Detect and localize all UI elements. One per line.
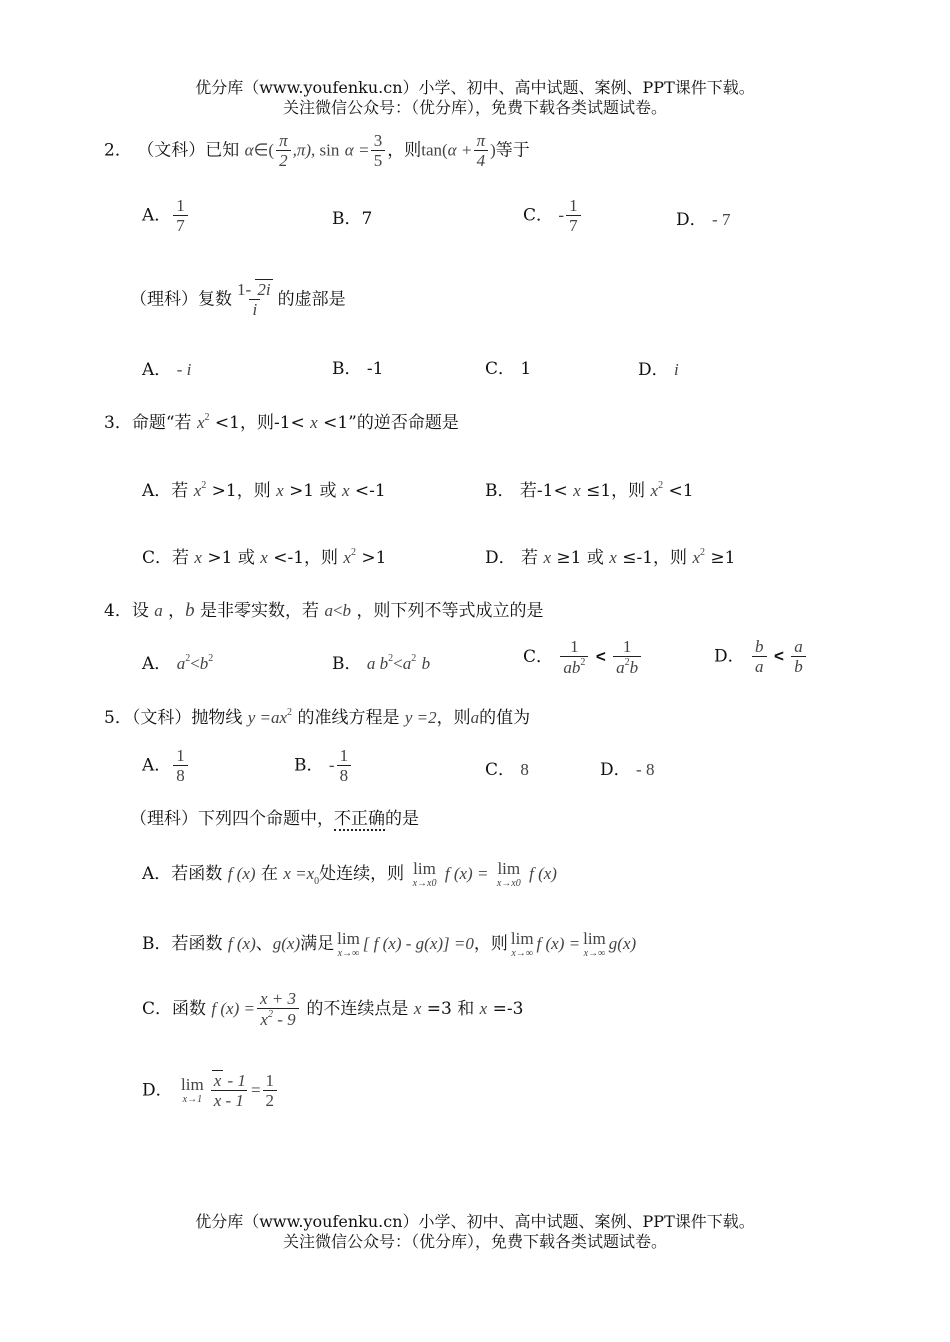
q3-stem: 3．命题“若 $x^2 <1$，则-1< x <1”的逆否命题是 <box>104 412 459 433</box>
q2-alpha-2: α <box>344 140 354 160</box>
q2-alpha-3: α <box>447 140 457 160</box>
q2-like-tag: （理科）复数 <box>130 289 232 310</box>
q2-complex-fraction: $\frac{1- 2i}{i}$ <box>237 280 271 319</box>
q2-pi-over-2: $\frac{\pi}{2}$ <box>276 132 291 170</box>
q2-alpha: α <box>244 140 254 160</box>
q5-like-stem: （理科）下列四个命题中，不正确的是 <box>130 809 419 829</box>
q2-option-b: B．7 <box>332 209 373 229</box>
q4-option-a: A． $a^2<b^2$ <box>142 653 214 674</box>
q5-stem: 5．（文科）抛物线 $y =ax^2$ 的准线方程是 y =2，则a的值为 <box>104 707 531 728</box>
q2-sin: , sin <box>311 140 340 160</box>
q2-like-option-c: C． 1 <box>485 359 532 379</box>
q5-option-b: B． - $\frac{1}{8}$ <box>294 747 353 785</box>
q2-then: ，则 <box>387 140 422 161</box>
q5-like-option-a: A．若函数 f (x) 在 $x =x_0$处连续，则 lim x→x0 f (x) = lim x→x0 f (x) <box>142 859 557 889</box>
q2-pi-tail: ,π) <box>292 140 312 160</box>
q2-pi-over-4: $\frac{\pi}{4}$ <box>474 132 489 170</box>
q2-number: 2． <box>104 140 132 161</box>
q5-option-c: C． 8 <box>485 760 529 780</box>
q2-close: ) <box>490 140 496 160</box>
q2-equals-text: 等于 <box>495 140 530 161</box>
q2-wenke-tag: （文科）已知 <box>137 140 240 161</box>
q5-option-d: D． - 8 <box>600 760 655 780</box>
q3-option-b: B． 若-1< x ≤1，则 $x^2 <1$ <box>485 480 694 501</box>
q4-option-c: C． $\frac{1}{ab^2}$ < $\frac{1}{a^2b}$ <box>523 638 643 677</box>
q2-like-option-b: B． -1 <box>332 359 384 379</box>
q2-option-d: D． - 7 <box>676 210 731 230</box>
q5-like-option-c: C．函数 f (x) = $\frac{x + 3}{x^2 - 9}$ 的不连续点是 x =3 和 x =-3 <box>142 989 524 1029</box>
q3-option-a: A．若 $x^2 >1$，则 x >1 或 x <-1 <box>142 480 386 501</box>
footer-line-2: 关注微信公众号：（优分库），免费下载各类试题试卷。 <box>282 1232 667 1251</box>
q3-option-d: D． 若 x ≥1 或 x ≤-1，则 $x^2 \ge 1$ <box>485 547 736 568</box>
q3-option-c: C．若 x >1 或 x <-1，则 $x^2 >1$ <box>142 547 387 568</box>
q2-in: ∈( <box>253 140 275 160</box>
q2-three-fifths: $\frac{3}{5}$ <box>371 132 386 170</box>
q2-sin-eq: = <box>359 140 369 160</box>
header-line-2: 关注微信公众号：（优分库），免费下载各类试题试卷。 <box>282 98 667 117</box>
q2-stem <box>104 132 530 170</box>
q2-like-suffix: 的虚部是 <box>277 289 346 310</box>
q4-option-d: D． $\frac{b}{a}$ < $\frac{a}{b}$ <box>714 638 808 676</box>
header-line-1: 优分库（www.youfenku.cn）小学、初中、高中试题、案例、PPT课件下载。 <box>195 78 755 97</box>
q2-option-c: C． - $\frac{1}{7}$ <box>523 197 583 235</box>
q2-like-option-d: D． i <box>638 360 679 380</box>
q2-like-option-a: A． - i <box>142 360 192 380</box>
footer-line-1: 优分库（www.youfenku.cn）小学、初中、高中试题、案例、PPT课件下载。 <box>195 1212 755 1231</box>
q2-option-a: A． $\frac{1}{7}$ <box>142 197 190 235</box>
q2-plus: + <box>462 140 472 160</box>
q5-like-option-b: B．若函数 f (x)、g(x)满足 lim x→∞ [ f (x) - g(x)] =0，则 lim x→∞ f (x) = lim x→∞ g(x) <box>142 929 637 959</box>
q4-option-b: B． a $b^2<a^2$ b <box>332 653 431 674</box>
q4-stem: 4．设 a ，b 是非零实数，若 a<b ，则下列不等式成立的是 <box>104 600 544 621</box>
q2-like-stem <box>130 281 346 319</box>
q5-option-a: A． $\frac{1}{8}$ <box>142 747 190 785</box>
q2-tan: tan( <box>421 140 448 160</box>
q5-like-option-d: D． lim x→1 $\frac{x - 1}{x - 1}$ = $\frac{1}{2}$ <box>142 1072 279 1110</box>
